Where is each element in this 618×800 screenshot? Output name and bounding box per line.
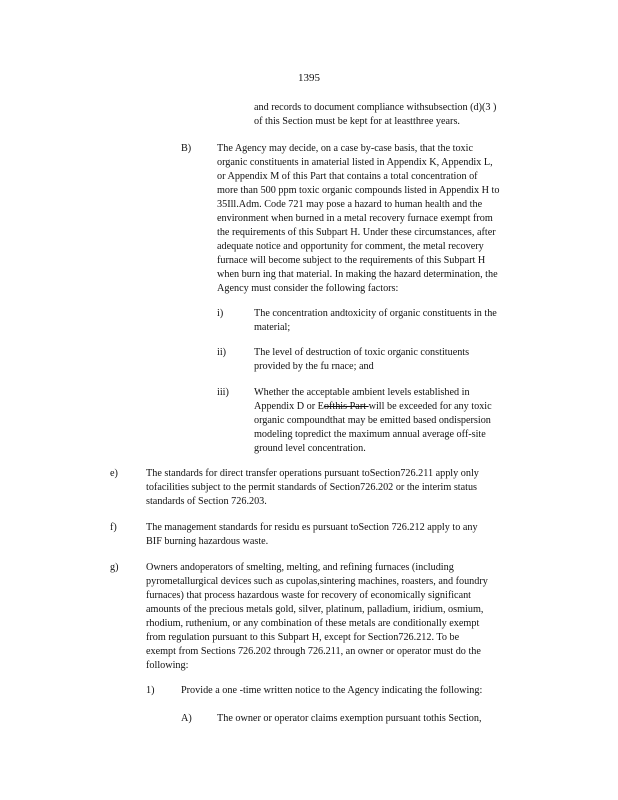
item-e-label: e) [110,468,118,479]
text-line: exempt from Sections 726.202 through 726.211, an owner or operator must do the [146,646,481,657]
sub-item-i-label: i) [217,308,224,319]
item-a-label: A) [181,713,192,724]
text-line: adequate notice and opportunity for comment, the metal recovery [217,241,484,252]
item-f-paragraph [146,521,478,549]
text-line: The Agency may decide, on a case by-case basis, that the toxic [217,143,474,154]
item-b-paragraph [217,142,499,296]
text-segment: Appendix D or E [254,401,324,412]
text-line: tofacilities subject to the permit standards of Section726.202 or the interim status [146,482,478,493]
text-line: provided by the fu rnace; and [254,361,374,372]
text-line: The level of destruction of toxic organic constituents [254,347,470,358]
text-line: when burn ing that material. In making the hazard determination, the [217,269,498,280]
text-line-with-strike [254,400,492,414]
text-line: the requirements of this Subpart H. Under these circumstances, after [217,227,496,238]
text-line: furnace will become subject to the requirements of this Subpart H [217,255,486,266]
text-line: BIF burning hazardous waste. [146,536,269,547]
item-g-label: g) [110,562,119,573]
text-line: pyrometallurgical devices such as cupolas,sintering machines, roasters, and foundry [146,576,488,587]
text-line: The management standards for residu es pursuant toSection 726.212 apply to any [146,522,478,533]
text-line: organic compoundthat may be emitted based ondispersion [254,415,491,426]
text-line: The owner or operator claims exemption pursuant tothis Section, [217,713,482,724]
text-line: The concentration andtoxicity of organic constituents in the [254,308,497,319]
text-line: material; [254,322,291,333]
item-e-paragraph [146,467,479,509]
text-line: Provide a one -time written notice to the Agency indicating the following: [181,685,483,696]
text-line: standards of Section 726.203. [146,496,267,507]
text-line: ground level concentration. [254,443,366,454]
item-f-label: f) [110,522,117,533]
struck-text: ofthis Part [323,401,369,412]
text-line: furnaces) that process hazardous waste for recovery of economically significant [146,590,472,601]
text-line: organic constituents in amaterial listed in Appendix K, Appendix L, [217,157,493,168]
item-1-paragraph [181,684,482,698]
page-number: 1395 [298,72,320,84]
item-g-paragraph [146,561,488,673]
sub-item-ii-paragraph [254,346,469,374]
item-1-label: 1) [146,685,155,696]
sub-item-i-paragraph [254,307,497,335]
text-line: from regulation pursuant to this Subpart H, except for Section726.212. To be [146,632,460,643]
text-segment: will be exceeded for any toxic [368,401,492,412]
sub-item-ii-label: ii) [217,347,227,358]
item-a-paragraph [217,712,482,726]
text-line: rhodium, ruthenium, or any combination of these metals are conditionally exempt [146,618,480,629]
text-line: environment when burned in a metal recovery furnace exempt from [217,213,493,224]
sub-item-iii-label: iii) [217,387,229,398]
text-line: 35Ill.Adm. Code 721 may pose a hazard to human health and the [217,199,483,210]
text-line: amounts of the precious metals gold, silver, platinum, palladium, iridium, osmium, [146,604,484,615]
text-line: and records to document compliance withsubsection (d)(3 ) [254,102,497,113]
text-line: of this Section must be kept for at leastthree years. [254,116,460,127]
text-line: The standards for direct transfer operations pursuant toSection726.211 apply only [146,468,479,479]
continuation-paragraph [254,101,496,129]
text-line: more than 500 ppm toxic organic compounds listed in Appendix H to [217,185,500,196]
text-line: modeling topredict the maximum annual average off-site [254,429,486,440]
text-line: Whether the acceptable ambient levels established in [254,387,470,398]
item-b-label: B) [181,143,192,154]
sub-item-iii-paragraph [254,386,492,456]
text-line: Owners andoperators of smelting, melting, and refining furnaces (including [146,562,454,573]
text-line: following: [146,660,189,671]
text-line: Agency must consider the following factors: [217,283,399,294]
text-line: or Appendix M of this Part that contains a total concentration of [217,171,478,182]
